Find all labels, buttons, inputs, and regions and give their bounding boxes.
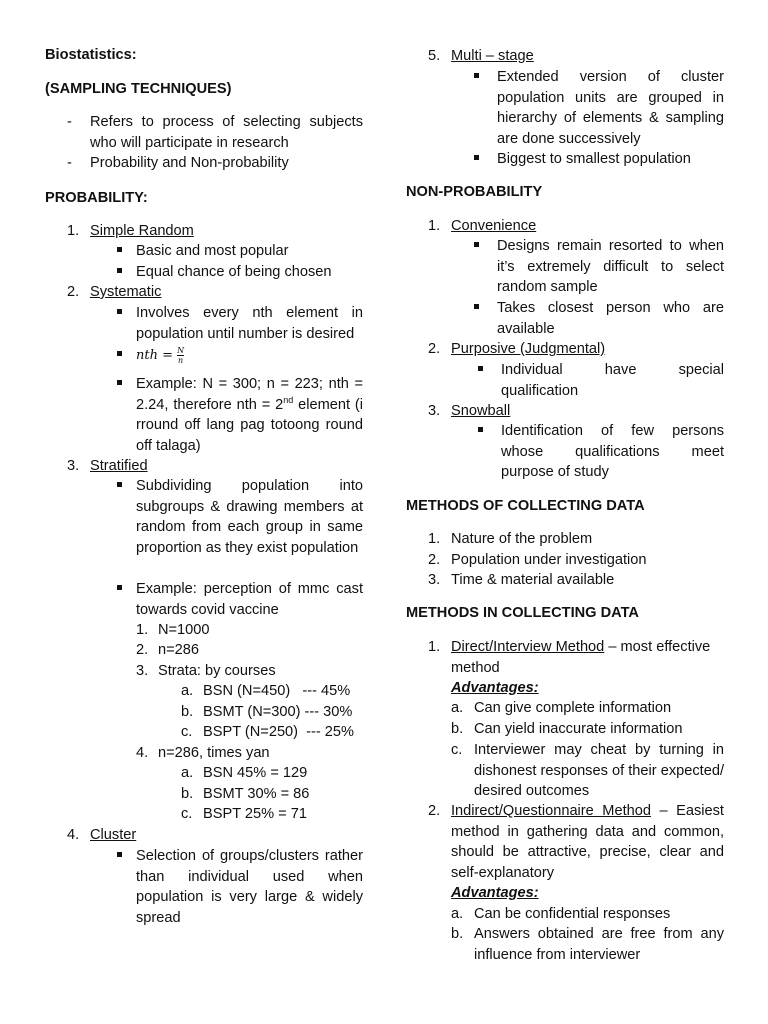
direct-method bbox=[451, 637, 724, 678]
bullet-text: Individual have special qualification bbox=[501, 362, 724, 399]
method-factor: Population under investigation bbox=[451, 552, 647, 568]
bullet-text: Equal chance of being chosen bbox=[136, 264, 332, 280]
bullet-icon bbox=[117, 374, 122, 395]
dash-marker: - bbox=[67, 114, 72, 130]
list-number: 3. bbox=[67, 458, 80, 474]
bullet-icon bbox=[117, 262, 122, 283]
list-number: 2. bbox=[136, 642, 149, 658]
bullet-icon bbox=[474, 298, 479, 319]
list-number: 1. bbox=[67, 223, 80, 239]
formula-fraction bbox=[177, 346, 184, 365]
list-letter: a. bbox=[451, 700, 464, 716]
list-letter: b. bbox=[181, 704, 194, 720]
bullet-icon bbox=[474, 236, 479, 257]
bullet-text: Selection of groups/clusters rather than individual used when population is very large & widely spread bbox=[136, 848, 363, 926]
example-text: Example: N = 300; n = 223; nth = 2.24, therefore nth = 2 bbox=[136, 376, 363, 413]
list-letter: a. bbox=[181, 683, 194, 699]
times-item: BSPT 25% = 71 bbox=[203, 806, 307, 822]
bullet-text: Involves every nth element in population until number is desired bbox=[136, 305, 363, 342]
example-item: n=286 bbox=[158, 642, 199, 658]
times-item: BSN 45% = 129 bbox=[203, 765, 308, 781]
bullet-text: Biggest to smallest population bbox=[497, 151, 691, 167]
methods-of-collecting-heading: METHODS OF COLLECTING DATA bbox=[406, 498, 645, 514]
list-number: 1. bbox=[428, 218, 441, 234]
nonprobability-heading: NON-PROBABILITY bbox=[406, 184, 543, 200]
list-number: 2. bbox=[428, 341, 441, 357]
list-letter: c. bbox=[451, 742, 463, 758]
advantage-item: Answers obtained are free from any influence from interviewer bbox=[474, 926, 724, 963]
list-number: 1. bbox=[428, 639, 441, 655]
advantage-item: Interviewer may cheat by turning in dishonest responses of their expected/ desired outcomes bbox=[474, 742, 724, 800]
convenience-heading: Convenience bbox=[451, 218, 537, 234]
bullet-text bbox=[136, 374, 363, 456]
list-number: 2. bbox=[428, 552, 441, 568]
advantage-item: Can yield inaccurate information bbox=[474, 721, 683, 737]
bullet-icon bbox=[117, 241, 122, 262]
list-letter: a. bbox=[451, 906, 464, 922]
list-number: 4. bbox=[136, 745, 149, 761]
list-number: 4. bbox=[67, 827, 80, 843]
list-letter: b. bbox=[181, 786, 194, 802]
bullet-icon bbox=[478, 360, 483, 381]
indirect-method bbox=[451, 801, 724, 883]
list-number: 1. bbox=[428, 531, 441, 547]
list-number: 3. bbox=[136, 663, 149, 679]
bullet-text: Takes closest person who are available bbox=[497, 300, 724, 337]
list-letter: a. bbox=[181, 765, 194, 781]
strata-item: BSN (N=450) --- 45% bbox=[203, 683, 351, 699]
bullet-icon bbox=[117, 476, 122, 497]
bullet-icon bbox=[474, 67, 479, 88]
formula-numerator: N bbox=[177, 345, 185, 355]
bullet-icon bbox=[474, 149, 479, 170]
bullet-icon bbox=[117, 846, 122, 867]
list-number: 3. bbox=[428, 572, 441, 588]
intro-item: Refers to process of selecting subjects who will participate in research bbox=[90, 114, 363, 151]
intro-item: Probability and Non-probability bbox=[90, 155, 289, 171]
bullet-text: Identification of few persons whose qualifications meet purpose of study bbox=[501, 423, 724, 481]
formula-denominator: n bbox=[177, 355, 184, 365]
methods-in-collecting-heading: METHODS IN COLLECTING DATA bbox=[406, 605, 639, 621]
list-number: 2. bbox=[428, 803, 441, 819]
probability-heading: PROBABILITY: bbox=[45, 190, 148, 206]
dash-marker: - bbox=[67, 155, 72, 171]
list-letter: b. bbox=[451, 721, 464, 737]
cluster-heading: Cluster bbox=[90, 827, 137, 843]
bullet-text: Basic and most popular bbox=[136, 243, 289, 259]
indirect-method-desc: – Easiest method in gathering data and common, should be attractive, precise, clear and self-explanatory bbox=[451, 803, 724, 881]
bullet-icon bbox=[117, 303, 122, 324]
multi-stage-heading: Multi – stage bbox=[451, 48, 534, 64]
bullet-text: Extended version of cluster population units are grouped in hierarchy of elements & sampling are done successively bbox=[497, 69, 724, 147]
strata-item: BSPT (N=250) --- 25% bbox=[203, 724, 354, 740]
advantages-label: Advantages: bbox=[451, 885, 539, 901]
snowball-heading: Snowball bbox=[451, 403, 511, 419]
advantage-item: Can give complete information bbox=[474, 700, 672, 716]
method-factor: Nature of the problem bbox=[451, 531, 593, 547]
example-text-cont: element (i rround off lang pag totoong round off talaga) bbox=[136, 396, 363, 454]
list-letter: b. bbox=[451, 926, 464, 942]
purposive-heading: Purposive (Judgmental) bbox=[451, 341, 606, 357]
stratified-heading: Stratified bbox=[90, 458, 148, 474]
list-number: 5. bbox=[428, 48, 441, 64]
example-item: N=1000 bbox=[158, 622, 210, 638]
ordinal-suffix: nd bbox=[283, 394, 294, 405]
list-number: 2. bbox=[67, 284, 80, 300]
formula-lhs: nth = bbox=[136, 348, 173, 363]
times-item: BSMT 30% = 86 bbox=[203, 786, 310, 802]
strata-item: BSMT (N=300) --- 30% bbox=[203, 704, 353, 720]
bullet-icon bbox=[478, 421, 483, 442]
nth-formula bbox=[136, 343, 184, 368]
list-letter: c. bbox=[181, 724, 193, 740]
bullet-text: Designs remain resorted to when it’s extremely difficult to select random sample bbox=[497, 238, 724, 296]
method-factor: Time & material available bbox=[451, 572, 615, 588]
bullet-text: Example: perception of mmc cast towards covid vaccine bbox=[136, 581, 363, 618]
bullet-text: Subdividing population into subgroups & drawing members at random from each group in same proportion as they exist population bbox=[136, 478, 363, 556]
example-item: n=286, times yan bbox=[158, 745, 270, 761]
list-number: 3. bbox=[428, 403, 441, 419]
direct-method-label: Direct/Interview Method bbox=[451, 639, 605, 655]
advantages-label: Advantages: bbox=[451, 680, 539, 696]
doc-title: Biostatistics: bbox=[45, 47, 137, 63]
list-letter: c. bbox=[181, 806, 193, 822]
simple-random-heading: Simple Random bbox=[90, 223, 194, 239]
advantage-item: Can be confidential responses bbox=[474, 906, 671, 922]
direct-method-desc: – most effective method bbox=[451, 639, 711, 676]
indirect-method-label: Indirect/Questionnaire Method bbox=[451, 803, 651, 819]
doc-subtitle: (SAMPLING TECHNIQUES) bbox=[45, 81, 232, 97]
bullet-icon bbox=[117, 579, 122, 600]
bullet-icon bbox=[117, 345, 122, 366]
list-number: 1. bbox=[136, 622, 149, 638]
example-item: Strata: by courses bbox=[158, 663, 276, 679]
systematic-heading: Systematic bbox=[90, 284, 162, 300]
